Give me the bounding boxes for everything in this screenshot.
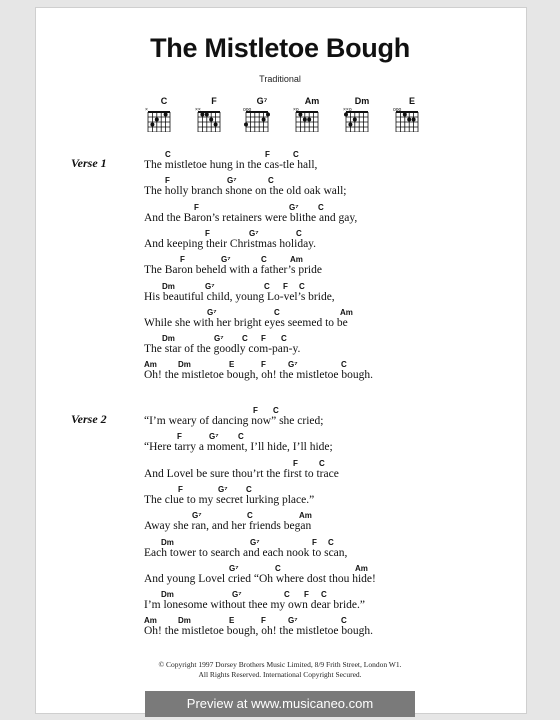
chord-symbol: E <box>229 616 235 626</box>
chord-symbol: G⁷ <box>209 432 219 442</box>
chord-symbol: G⁷ <box>232 590 242 600</box>
chord-symbol: C <box>341 616 347 626</box>
string-marks: ×× <box>195 107 201 113</box>
chord-grid <box>392 107 422 132</box>
lyric-line: The clue to my secret lurking place.” <box>144 493 315 506</box>
string-marks: ××o <box>343 107 352 113</box>
chord-symbol: G⁷ <box>229 563 239 573</box>
chord-diagram <box>292 96 332 136</box>
finger-dot <box>298 113 302 117</box>
chord-symbol: C <box>165 150 171 159</box>
chord-symbol: C <box>321 590 327 600</box>
chord-symbol: C <box>328 537 334 547</box>
finger-dot <box>155 118 159 122</box>
chord-grid <box>144 107 174 132</box>
chord-symbol: G⁷ <box>207 307 217 317</box>
finger-dot <box>266 113 270 117</box>
lyric-line: And the Baron’s retainers were blithe and gay, <box>144 211 358 224</box>
chord-symbol: F <box>304 590 309 600</box>
string-marks: × <box>145 107 148 113</box>
lyric-line: Away she ran, and her friends began <box>144 520 312 533</box>
chord-diagram-name: G⁷ <box>256 96 268 106</box>
lyric-line: And keeping their Christmas holiday. <box>144 237 317 250</box>
finger-dot <box>150 123 154 127</box>
chord-symbol: F <box>261 334 266 344</box>
chord-symbol: C <box>293 150 299 159</box>
chord-symbol: Dm <box>162 281 175 291</box>
finger-dot <box>205 113 209 117</box>
lyric-line: Each tower to search and each nook to scan, <box>144 546 348 559</box>
chord-symbol: C <box>274 307 280 317</box>
chord-symbol: C <box>281 334 287 344</box>
chord-diagram <box>392 96 432 136</box>
section-label: Verse 1 <box>71 156 107 170</box>
chord-symbol: C <box>273 406 279 415</box>
chord-symbol: C <box>238 432 244 442</box>
chord-symbol: G⁷ <box>289 202 299 212</box>
chord-symbol: G⁷ <box>288 616 298 626</box>
chord-symbol: G⁷ <box>192 511 202 521</box>
chord-symbol: C <box>275 563 281 573</box>
string-marks: ooo <box>243 107 252 113</box>
chord-symbol: Am <box>355 563 368 573</box>
chord-symbol: F <box>180 255 185 265</box>
lyric-line: The Baron beheld with a father’s pride <box>144 264 322 277</box>
chord-grid <box>292 107 322 132</box>
lyric-line: “Here tarry a moment, I’ll hide, I’ll hide; <box>144 441 333 454</box>
copyright-notice <box>0 660 560 680</box>
chord-symbol: Dm <box>178 616 191 626</box>
finger-dot <box>262 118 266 122</box>
chord-symbol: F <box>178 484 183 494</box>
finger-dot <box>344 113 348 117</box>
chord-symbol: C <box>264 281 270 291</box>
chord-symbol: Am <box>290 255 303 265</box>
chord-symbol: G⁷ <box>250 537 260 547</box>
chord-symbol: F <box>177 432 182 442</box>
chord-diagram <box>342 96 382 136</box>
chord-symbol: C <box>318 202 324 212</box>
chord-symbol: Am <box>144 616 157 626</box>
chord-diagram-name: Am <box>304 96 320 106</box>
finger-dot <box>353 118 357 122</box>
string-marks: ooo <box>393 107 402 113</box>
chord-symbol: F <box>165 176 170 186</box>
lyric-line: His beautiful child, young Lo-vel’s bride, <box>144 290 335 303</box>
chord-symbol: C <box>242 334 248 344</box>
string-marks: ×o <box>293 107 299 113</box>
lyric-line: I’m lonesome without thee my own dear bride.” <box>144 599 365 612</box>
lyric-line: Oh! the mistletoe bough, oh! the mistletoe bough. <box>144 625 374 638</box>
chord-symbol: F <box>312 537 317 547</box>
composer-credit: Traditional <box>259 74 301 84</box>
finger-dot <box>412 118 416 122</box>
finger-dot <box>209 118 213 122</box>
chord-symbol: F <box>253 406 258 415</box>
chord-symbol: C <box>246 484 252 494</box>
chord-symbol: C <box>284 590 290 600</box>
chord-symbol: F <box>194 202 199 212</box>
chord-symbol: G⁷ <box>249 228 259 238</box>
chord-symbol: Dm <box>162 334 175 344</box>
lyric-line: And young Lovel cried “Oh where dost thou hide! <box>144 572 376 585</box>
chord-symbol: Dm <box>161 537 174 547</box>
lyric-line: The holly branch shone on the old oak wall; <box>144 185 347 198</box>
chord-symbol: G⁷ <box>218 484 228 494</box>
finger-dot <box>403 113 407 117</box>
lyric-line: “I’m weary of dancing now” she cried; <box>144 415 324 427</box>
chord-symbol: G⁷ <box>288 360 298 370</box>
chord-symbol: Dm <box>161 590 174 600</box>
chord-symbol: Am <box>299 511 312 521</box>
finger-dot <box>214 123 218 127</box>
chord-symbol: Dm <box>178 360 191 370</box>
chord-symbol: G⁷ <box>221 255 231 265</box>
chord-diagram-name: E <box>408 96 415 106</box>
lyric-line: The star of the goodly com-pan-y. <box>144 343 301 356</box>
chord-symbol: F <box>283 281 288 291</box>
finger-dot <box>200 113 204 117</box>
finger-dot <box>164 113 168 117</box>
chord-symbol: C <box>296 228 302 238</box>
chord-symbol: C <box>319 458 325 468</box>
chord-symbol: C <box>261 255 267 265</box>
preview-banner[interactable]: Preview at www.musicaneo.com <box>145 691 415 717</box>
chord-symbol: C <box>247 511 253 521</box>
finger-dot <box>307 118 311 122</box>
chord-symbol: C <box>341 360 347 370</box>
chord-symbol: G⁷ <box>205 281 215 291</box>
chord-grid <box>194 107 224 132</box>
finger-dot <box>407 118 411 122</box>
chord-symbol: C <box>299 281 305 291</box>
finger-dot <box>348 123 352 127</box>
chord-grid <box>342 107 372 132</box>
chord-symbol: Am <box>144 360 157 370</box>
copyright-line: All Rights Reserved. International Copyright Secured. <box>198 670 362 679</box>
lyric-line: The mistletoe hung in the cas-tle hall, <box>144 159 318 171</box>
chord-symbol: C <box>268 176 274 186</box>
chord-symbol: F <box>293 458 298 468</box>
chord-diagram-name: F <box>211 96 217 106</box>
chord-symbol: Am <box>340 307 353 317</box>
lyric-line: And Lovel be sure thou’rt the first to trace <box>144 467 339 480</box>
chord-symbol: F <box>265 150 270 159</box>
chord-symbol: G⁷ <box>214 334 224 344</box>
chord-symbol: F <box>261 360 266 370</box>
chord-diagram-name: Dm <box>354 96 370 106</box>
chord-grid <box>242 107 272 132</box>
copyright-line: © Copyright 1997 Dorsey Brothers Music Limited, 8/9 Frith Street, London W1. <box>158 660 402 669</box>
chord-symbol: E <box>229 360 235 370</box>
chord-diagram <box>194 96 234 136</box>
chord-symbol: F <box>261 616 266 626</box>
chord-symbol: F <box>205 228 210 238</box>
chord-diagram <box>144 96 184 136</box>
chord-symbol: G⁷ <box>227 176 237 186</box>
lyric-line: Oh! the mistletoe bough, oh! the mistletoe bough. <box>144 369 374 382</box>
finger-dot <box>303 118 307 122</box>
chord-diagram <box>242 96 282 136</box>
chord-diagram-name: C <box>160 96 168 106</box>
song-title: The Mistletoe Bough <box>150 33 410 63</box>
section-label: Verse 2 <box>71 412 107 426</box>
lyric-line: While she with her bright eyes seemed to be <box>144 316 348 329</box>
finger-dot <box>244 123 248 127</box>
